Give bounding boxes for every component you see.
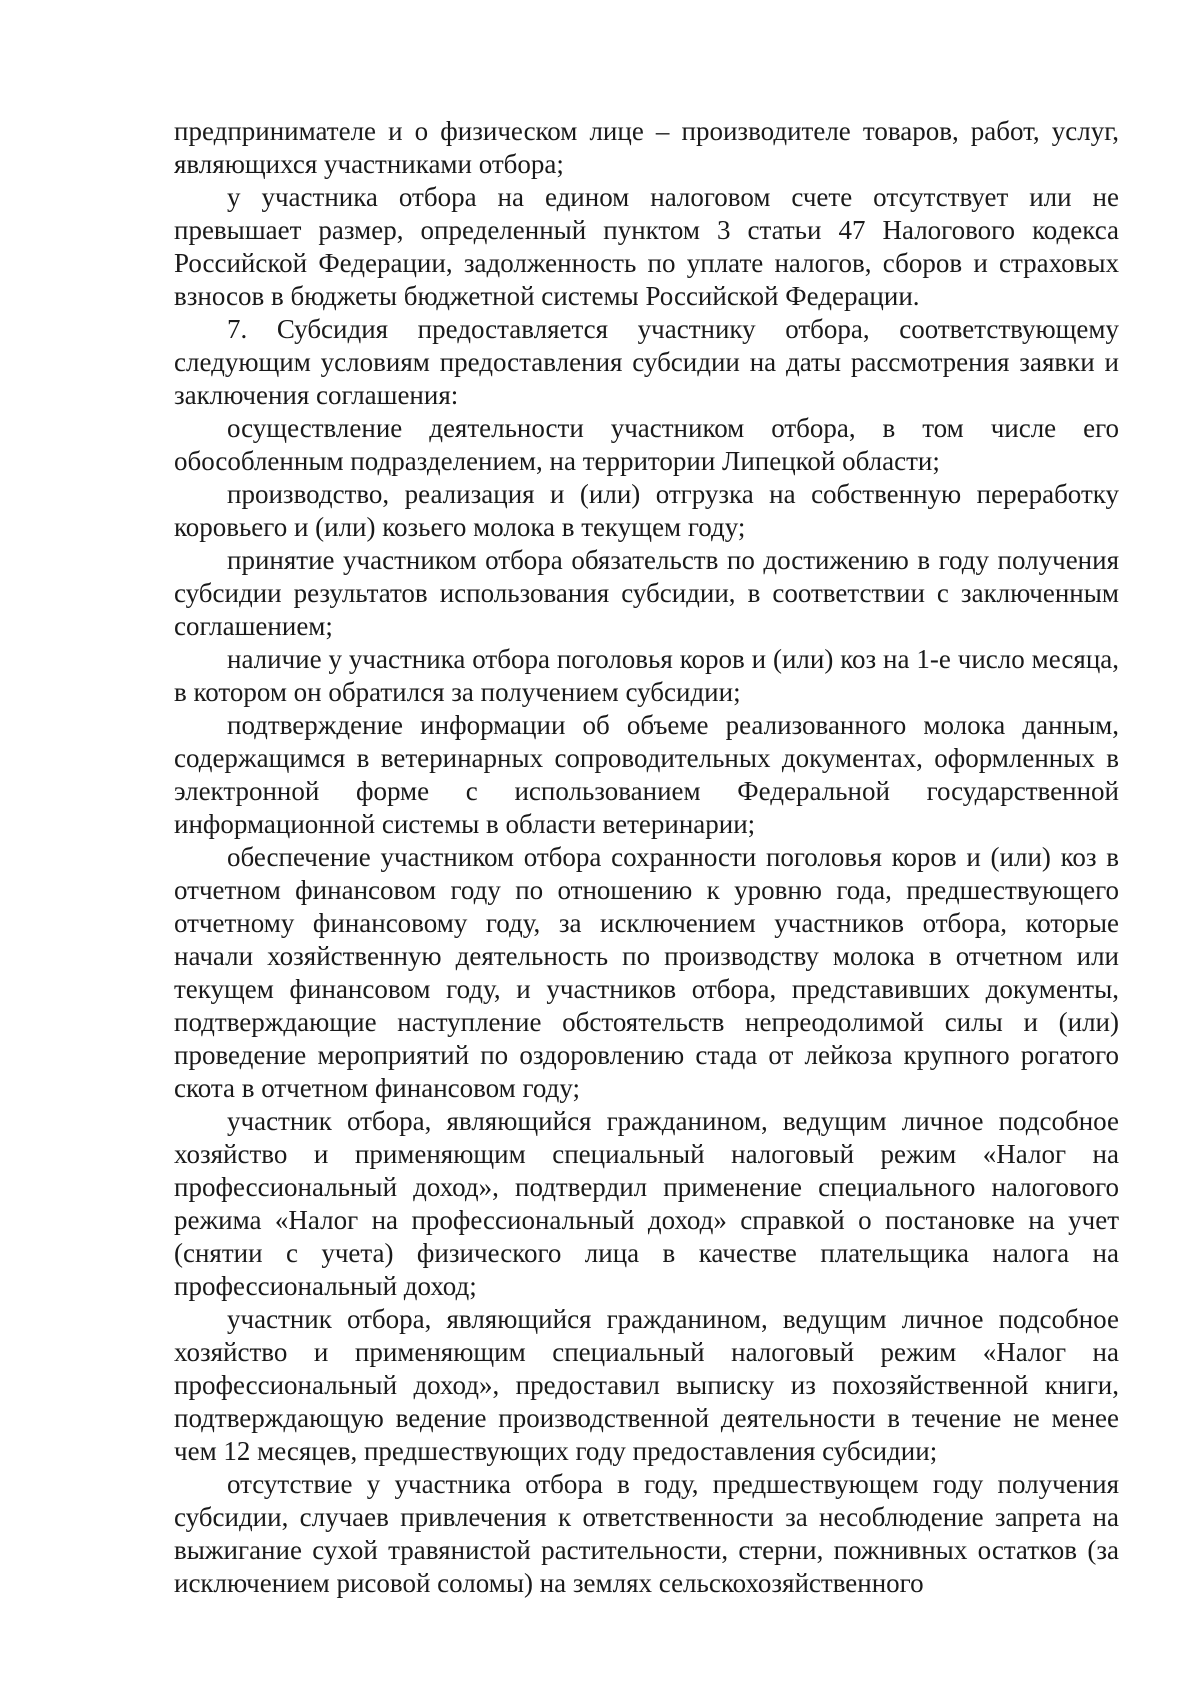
paragraph-tax-debt: у участника отбора на едином налоговом счете отсутствует или не превышает размер, определенный пунктом 3 статьи 47 Налогового кодекса Российской Федерации, задолженность по уплате налогов, сборов и страховых взносов в бюджеты бюджетной системы Российской Федерации. (174, 182, 1119, 311)
paragraph-production: производство, реализация и (или) отгрузка на собственную переработку коровьего и (или) козьего молока в текущем году; (174, 479, 1119, 542)
paragraph-obligations: принятие участником отбора обязательств по достижению в году получения субсидии результатов использования субсидии, в соответствии с заключенным соглашением; (174, 545, 1119, 641)
paragraph-continuation: предпринимателе и о физическом лице – производителе товаров, работ, услуг, являющихся участниками отбора; (174, 116, 1119, 179)
paragraph-livestock: наличие у участника отбора поголовья коров и (или) коз на 1-е число месяца, в котором он обратился за получением субсидии; (174, 644, 1119, 707)
paragraph-herd-preservation: обеспечение участником отбора сохранности поголовья коров и (или) коз в отчетном финансовом году по отношению к уровню года, предшествующего отчетному финансовому году, за исключением участников отбора, которые начали хозяйственную деятельность по производству молока в отчетном или текущем финансовом году, и участников отбора, представивших документы, подтверждающие наступление обстоятельств непреодолимой силы и (или) проведение мероприятий по оздоровлению стада от лейкоза крупного рогатого скота в отчетном финансовом году; (174, 842, 1119, 1103)
paragraph-territory: осуществление деятельности участником отбора, в том числе его обособленным подразделением, на территории Липецкой области; (174, 413, 1119, 476)
paragraph-tax-regime-certificate: участник отбора, являющийся гражданином, ведущим личное подсобное хозяйство и применяющим специальный налоговый режим «Налог на профессиональный доход», подтвердил применение специального налогового режима «Налог на профессиональный доход» справкой о постановке на учет (снятии с учета) физического лица в качестве плательщика налога на профессиональный доход; (174, 1106, 1119, 1301)
paragraph-burning-ban: отсутствие у участника отбора в году, предшествующем году получения субсидии, случаев привлечения к ответственности за несоблюдение запрета на выжигание сухой травянистой растительности, стерни, пожнивных остатков (за исключением рисовой соломы) на землях сельскохозяйственного (174, 1469, 1119, 1598)
document-body (174, 115, 1119, 1600)
paragraph-household-book: участник отбора, являющийся гражданином, ведущим личное подсобное хозяйство и применяющим специальный налоговый режим «Налог на профессиональный доход», предоставил выписку из похозяйственной книги, подтверждающую ведение производственной деятельности в течение не менее чем 12 месяцев, предшествующих году предоставления субсидии; (174, 1304, 1119, 1466)
paragraph-vet-documents: подтверждение информации об объеме реализованного молока данным, содержащимся в ветеринарных сопроводительных документах, оформленных в электронной форме с использованием Федеральной государственной информационной системы в области ветеринарии; (174, 710, 1119, 839)
paragraph-clause-7: 7. Субсидия предоставляется участнику отбора, соответствующему следующим условиям предоставления субсидии на даты рассмотрения заявки и заключения соглашения: (174, 314, 1119, 410)
